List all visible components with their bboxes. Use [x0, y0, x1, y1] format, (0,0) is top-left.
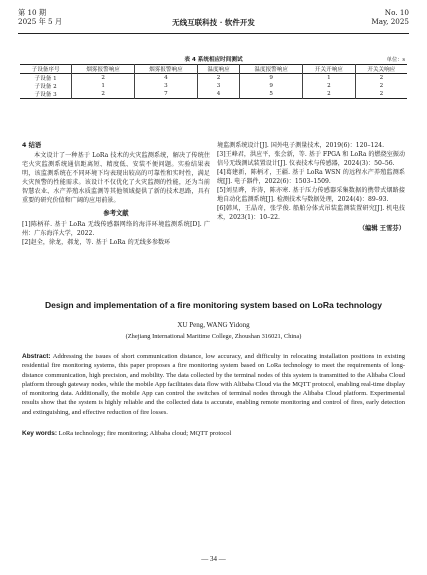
table-cell: 4 — [197, 90, 239, 99]
column-header: 温度响应 — [197, 65, 239, 74]
reference-item: [5]刘星晔，许涛，陈亦寒. 基于压力传感器采集数据的携带式烟路接地自动化监测系统[J]. 检测技术与数据处理，2024(4)：89–93. — [217, 187, 405, 203]
table-cell: 1 — [72, 82, 135, 90]
column-header: 烟雾报警响应 — [135, 65, 198, 74]
table-cell: 2 — [72, 74, 135, 83]
english-authors: XU Peng, WANG Yidong — [177, 321, 250, 329]
column-header: 开关开响应 — [303, 65, 356, 74]
response-time-table — [20, 64, 407, 99]
table-cell: 子设备 3 — [34, 92, 57, 98]
table-cell: 7 — [135, 90, 198, 99]
editor-note — [217, 224, 405, 233]
table-row — [20, 90, 407, 99]
column-header: 子设备序号 — [31, 67, 60, 73]
table-cell: 5 — [240, 90, 303, 99]
abstract-label: Abstract: — [22, 353, 51, 360]
column-header: 开关关响应 — [355, 65, 407, 74]
table-caption: 表 4 系统相应时间测试 — [184, 57, 243, 63]
table-cell: 3 — [135, 82, 198, 90]
english-abstract — [22, 352, 405, 417]
page-number: — 34 — — [201, 555, 226, 563]
reference-item: [3]王峰君，洪应平，张会新，等. 基于 FPGA 和 LoRa 的燃烧室振动信号无线测试装置设计[J]. 仪表技术与传感器，2024(3)：50–56. — [217, 151, 405, 167]
abstract-text: Addressing the issues of short communication distance, low accuracy, and difficulty in relocating installation positions in existing residential fire monitoring systems, this paper proposes a fire monitoring system based on LoRa technology to meet the requirements of long-distance communication, high precision, and mobility. The data collected by the terminal nodes of this system is transmitted to the Alibaba Cloud platform through gateway nodes, while the mobile App facilitates data flow with Alibaba Cloud via the MQTT protocol, enabling real-time display of monitoring data. Additionally, the mobile App can control the switches of terminal nodes through the Alibaba Cloud platform. Experimental results show that the system is highly reliable and the collected data is accurate, enabling remote monitoring and control of fires, early detection and extinguishing, and effective reduction of fire losses. — [22, 353, 405, 416]
table-cell: 9 — [240, 74, 303, 83]
editor-name: （编辑 王雪芬） — [358, 225, 405, 232]
date-cn: 2025 年 5 月 — [18, 17, 63, 26]
table-cell: 2 — [72, 90, 135, 99]
issue-en: No. 10 — [384, 8, 409, 17]
references-heading: 参考文献 — [103, 210, 129, 217]
column-header: 温度报警响应 — [240, 65, 303, 74]
table-cell: 1 — [303, 74, 356, 83]
reference-item: [2]赵全，徐龙，郝龙，等. 基于 LoRa 的无线多参数环 — [22, 239, 171, 246]
keywords-text: LoRa technology; fire monitoring; Alibaba cloud; MQTT protocol — [58, 430, 232, 437]
right-column — [217, 141, 405, 233]
table-row — [20, 74, 407, 83]
left-column — [22, 141, 210, 247]
table-cell: 子设备 1 — [34, 76, 57, 82]
table-unit: 单位：s — [386, 57, 405, 63]
english-affiliation: (Zhejiang International Maritime College, Zhoushan 316021, China) — [125, 333, 302, 340]
conclusion-paragraph: 本文设计了一种基于 LoRa 技术的火灾监测系统，解决了传统住宅火灾监测系统通信距离短、精度低、安装不便问题。实验结果表明，该监测系统在不同环境下均表现出较高的可靠性和实时性，满足火灾预警的性能需求。该设计不仅优化了火灾监测的性能，还为当前智慧农业、水产养殖水质监测等其他领域提供了新的技术思路，具有重要的研究价值和广阔的应用前景。 — [22, 152, 210, 204]
reference-item: 境监测系统设计[J]. 国外电子测量技术，2019(6)：120–124. — [217, 142, 385, 149]
header-right — [371, 8, 409, 26]
reference-item: [4]葛建新，陈柄才，王疆. 基于 LoRa WSN 的远程水产养殖监测系统[J]. 电子器件，2022(6)：1503–1509. — [217, 169, 405, 185]
table-cell: 2 — [303, 82, 356, 90]
table-cell: 3 — [197, 82, 239, 90]
column-header: 烟雾报警响应 — [72, 65, 135, 74]
table-cell: 2 — [197, 74, 239, 83]
english-keywords — [22, 430, 405, 437]
journal-name: 无线互联科技 · 软件开发 — [172, 18, 255, 27]
table-cell: 9 — [240, 82, 303, 90]
table-cell: 子设备 2 — [34, 84, 57, 90]
conclusion-heading: 4 结语 — [22, 142, 42, 149]
english-title: Design and implementation of a fire monitoring system based on LoRa technology — [44, 300, 383, 310]
issue-cn: 第 10 期 — [18, 8, 47, 17]
header-rule — [18, 33, 409, 34]
table-cell: 4 — [135, 74, 198, 83]
date-en: May, 2025 — [371, 17, 409, 26]
table-cell: 2 — [355, 74, 407, 83]
table-row — [20, 82, 407, 90]
table-cell: 2 — [303, 90, 356, 99]
table-cell: 2 — [355, 82, 407, 90]
reference-item: [6]韩风，王晶奇，张学俊. 船舶分体式吊装监测装置研究[J]. 机电技术，2023(1)：10–22. — [217, 205, 405, 221]
keywords-label: Key words: — [22, 430, 58, 437]
table-header-row — [20, 65, 407, 74]
table-cell: 2 — [355, 90, 407, 99]
reference-item: [1]陈柄祥. 基于 LoRa 无线传感器网络的海洋环境监测系统[D]. 广州：广东海洋大学，2022. — [22, 221, 210, 237]
